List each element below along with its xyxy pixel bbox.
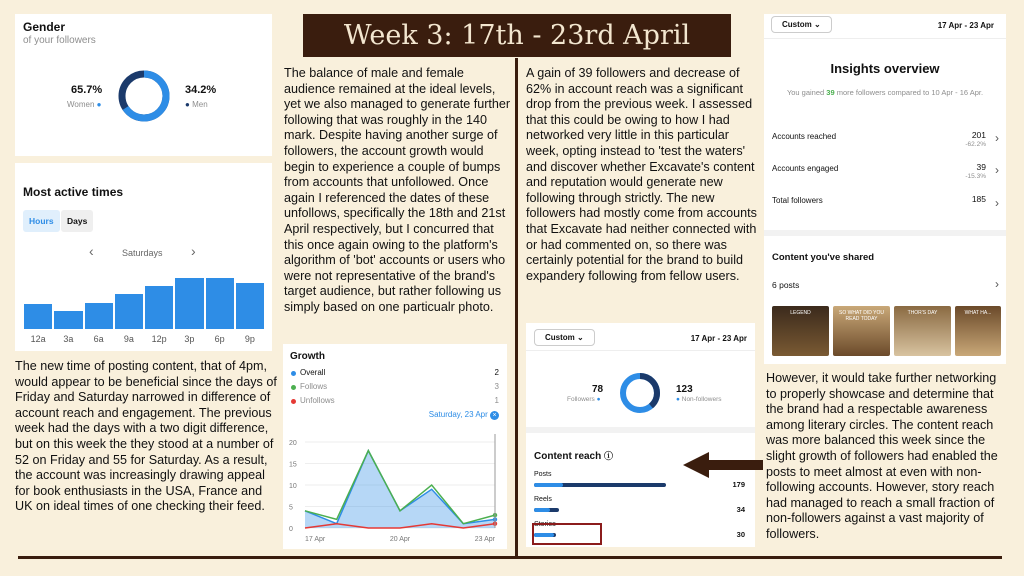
close-icon: × — [490, 411, 499, 420]
custom-dropdown[interactable]: Custom ⌄ — [771, 16, 832, 33]
legend-unfollows: Unfollows — [300, 396, 335, 405]
x-tick-label: 23 Apr — [474, 536, 495, 543]
accounts-engaged-chevron-icon[interactable]: › — [995, 163, 999, 177]
x-tick-label: 9a — [123, 334, 134, 344]
gender-donut — [117, 69, 171, 123]
hour-bar-12a — [24, 304, 52, 329]
y-tick-label: 20 — [289, 440, 297, 447]
post-thumbnail[interactable]: SO WHAT DID YOU READ TODAY — [833, 306, 890, 356]
stories-highlight-box — [532, 523, 602, 545]
hour-bar-12p — [145, 286, 173, 329]
active-times-title: Most active times — [23, 185, 124, 199]
x-tick-label: 9p — [244, 334, 255, 344]
reach-value-posts: 179 — [732, 480, 745, 489]
nonfollowers-value: 123 — [676, 384, 693, 395]
tab-hours[interactable]: Hours — [23, 210, 60, 232]
reach-bar-followers — [534, 508, 550, 512]
x-tick-label: 3a — [63, 334, 74, 344]
annotation-arrow-icon — [683, 452, 763, 478]
hour-bar-6a — [85, 303, 113, 329]
accounts-engaged-label: Accounts engaged — [772, 164, 839, 173]
separator — [764, 38, 1006, 39]
post-thumbnail[interactable]: THOR'S DAY — [894, 306, 951, 356]
legend-follows: Follows — [300, 382, 328, 391]
post-thumbnail[interactable]: LEGEND — [772, 306, 829, 356]
x-tick-label: 6p — [214, 334, 225, 344]
legend-follows-value: 3 — [494, 382, 499, 391]
content-shared-title: Content you've shared — [772, 252, 875, 263]
reach-bar-followers — [534, 483, 563, 487]
date-range: 17 Apr - 23 Apr — [690, 334, 747, 343]
analysis-text-reach: However, it would take further networking to properly showcase and determine that the brand had a respectable awareness among literary circles. The content reach was more balanced this week since the slight growth of followers had enabled the posts to meet almost at even with non-following accounts. However, story reach had managed to reach a small fraction of non-followers against a vast majority of followers. — [766, 371, 998, 541]
women-label: Women ● — [67, 100, 102, 109]
separator — [764, 230, 1006, 236]
growth-line-chart — [283, 430, 507, 548]
tab-days[interactable]: Days — [61, 210, 93, 232]
y-tick-label: 15 — [289, 461, 297, 469]
x-tick-label: 12a — [30, 334, 46, 344]
custom-dropdown[interactable]: Custom ⌄ — [534, 329, 595, 346]
legend-overall-dot — [291, 371, 296, 376]
chevron-down-icon: ⌄ — [577, 333, 584, 342]
accounts-reached-chevron-icon[interactable]: › — [995, 131, 999, 145]
hours-x-axis — [23, 334, 265, 346]
date-tooltip[interactable]: Saturday, 23 Apr × — [429, 410, 499, 420]
next-day-chevron-icon[interactable]: › — [191, 243, 196, 259]
y-tick-label: 0 — [289, 526, 293, 533]
insights-overview-card — [764, 14, 1006, 364]
hour-bar-9a — [115, 294, 143, 329]
gender-card — [15, 14, 272, 156]
total-followers-value: 185 — [971, 194, 986, 204]
day-label: Saturdays — [122, 248, 163, 258]
hour-bar-3a — [54, 311, 82, 329]
hour-bar-6p — [206, 278, 234, 329]
separator — [526, 350, 755, 351]
active-times-card — [15, 163, 272, 351]
date-range: 17 Apr - 23 Apr — [937, 21, 994, 30]
page-title: Week 3: 17th - 23rd April — [303, 14, 731, 57]
prev-day-chevron-icon[interactable]: ‹ — [89, 243, 94, 259]
nonfollowers-label: ● Non-followers — [676, 396, 722, 403]
growth-card — [283, 344, 507, 549]
accounts-reached-change: -62.2% — [965, 141, 986, 148]
growth-title: Growth — [290, 351, 325, 362]
followers-label: Followers ● — [567, 396, 601, 403]
x-tick-label: 3p — [184, 334, 195, 344]
content-reach-title: Content reach ⓘ — [534, 451, 614, 462]
hour-bar-9p — [236, 283, 264, 329]
gender-subtitle: of your followers — [23, 35, 96, 46]
reach-label-stories: Stories — [534, 521, 556, 528]
content-reach-card — [526, 323, 755, 547]
followers-donut — [618, 371, 662, 415]
insights-summary: You gained 39 more followers compared to 10 Apr - 16 Apr. — [786, 88, 984, 97]
overall-area — [305, 451, 495, 528]
reach-label-reels: Reels — [534, 496, 552, 503]
followers-value: 78 — [592, 384, 604, 395]
post-thumbnail[interactable]: WHAT HA... — [955, 306, 1001, 356]
x-tick-label: 17 Apr — [305, 536, 326, 543]
hours-bar-chart — [23, 271, 265, 329]
y-tick-label: 10 — [289, 483, 297, 490]
y-tick-label: 5 — [289, 504, 293, 512]
analysis-text-active-times: The new time of posting content, that of 4pm, would appear to be beneficial since the days of Friday and Saturday narrowed in difference of account reach and engagement. The previous week had the days with a two digit difference, but on this week the they stood at a number of 52 on Friday and 55 for Saturday. As a result, the account was increasingly drawing appeal for book enthusiasts in the USA, France and UK on ideal times of one checking their feed. — [15, 359, 277, 514]
accounts-engaged-value: 39 — [976, 162, 986, 172]
men-percent: 34.2% — [185, 84, 217, 96]
x-tick-label: 6a — [93, 334, 104, 344]
legend-unfollows-dot — [291, 399, 296, 404]
total-followers-label: Total followers — [772, 196, 823, 205]
x-tick-label: 12p — [151, 334, 167, 344]
info-icon: ⓘ — [604, 451, 614, 461]
column-divider — [515, 58, 518, 556]
reach-label-posts: Posts — [534, 471, 552, 478]
women-percent: 65.7% — [71, 84, 103, 96]
analysis-text-gender: The balance of male and female audience remained at the ideal levels, yet we also managed to generate further following that was roughly in the 140 mark. Despite having another surge of followers, the account growth would begin to experience a couple of bumps from accounts that unfollowed. Once again I referenced the dates of these unfollows, specifically the 18th and 21st April respectively, but I concurred that this once again owing to the platform's algorithm of 'bot' accounts or users who were not representative of the brand's target audience, but rather following us simply based on one particualr photo. — [284, 66, 511, 314]
legend-overall: Overall — [300, 368, 326, 377]
insights-title: Insights overview — [830, 61, 940, 76]
x-tick-label: 20 Apr — [389, 536, 411, 543]
hour-bar-3p — [175, 278, 203, 329]
reach-value-stories: 30 — [736, 530, 745, 539]
gender-title: Gender — [23, 20, 66, 34]
chevron-down-icon: ⌄ — [814, 20, 821, 29]
legend-unfollows-value: 1 — [494, 396, 499, 405]
reach-value-reels: 34 — [736, 505, 745, 514]
accounts-reached-value: 201 — [971, 130, 986, 140]
accounts-engaged-change: -15.3% — [965, 173, 986, 180]
posts-chevron-icon[interactable]: › — [995, 277, 999, 291]
legend-follows-dot — [291, 385, 296, 390]
accounts-reached-label: Accounts reached — [772, 132, 837, 141]
bottom-rule — [18, 556, 1002, 559]
analysis-text-growth: A gain of 39 followers and decrease of 62% in account reach was a significant drop from the previous week. I assessed that this could be owing to how I had networked very little in this particular week, opting instead to 'test the waters' and discover whether Excavate's content and reputation would generate new following through strictly. The new followers had mostly come from accounts that Excavate had neither connected with or had commented on, so there was certainly potential for the brand to build expandery following from fellow users. — [526, 66, 757, 283]
posts-count[interactable]: 6 posts — [772, 280, 800, 290]
total-followers-chevron-icon[interactable]: › — [995, 196, 999, 210]
separator — [526, 427, 755, 433]
legend-overall-value: 2 — [494, 368, 499, 377]
men-label: ● Men — [185, 100, 208, 109]
